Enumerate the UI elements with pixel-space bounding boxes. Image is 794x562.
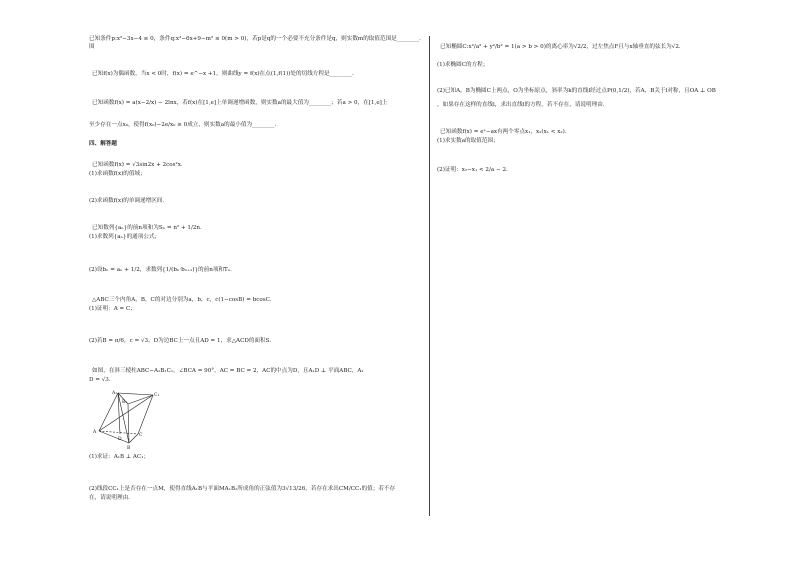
- problem-3-part-2: (2)若B = π/6，c = √3，D为边BC上一点且AD = 1，求△ACD的面积S.: [89, 338, 272, 344]
- problem-2-part-1: (1)求数列{aₙ}的通项公式；: [89, 234, 161, 240]
- problem-4-part-2: (2)线段CC₁上是否存在一点M，使得直线A₁B与平面MA₁B₁所成角的正弦值为3√13/26，若存在求出CM/CC₁的值；若不存: [89, 486, 396, 492]
- label-d: D: [118, 437, 122, 442]
- problem-4: 如图，在斜三棱柱ABC−A₁B₁C₁，∠BCA = 90°，AC = BC = 2，AC的中点为D，且A₁D ⊥ 平面ABC，A₁: [92, 368, 364, 374]
- problem-5-part-2: (2)已知A，B为椭圆C上两点，O为坐标原点，斜率为k的直线l经过点P(0,1/2)，若A，B关于l对称，且OA ⊥ OB: [437, 88, 716, 94]
- problem-5-part-1: (1)求椭圆C的方程；: [437, 62, 489, 68]
- problem-2-part-2: (2)设bₙ = aₙ + 1/2，求数列{1/(bₙ·bₙ₊₁)}的前n项和Tₙ.: [89, 267, 232, 273]
- problem-4-cont: D = √3.: [89, 377, 111, 383]
- problem-2: 已知数列{aₙ}的前n项和为Sₙ = n² + 1/2n.: [92, 225, 202, 231]
- fill-question-1: 已知条件p:x²−3x−4 ≤ 0，条件q:x²−6x+9−m² ≤ 0(m > 0)，若p是q的一个必要不充分条件是q，则实数m的取值范围是________.: [89, 36, 421, 42]
- section-heading: 四、解答题: [89, 141, 117, 147]
- label-b: B: [127, 446, 131, 451]
- problem-1-part-2: (2)求函数f(x)的单调递增区间.: [89, 198, 165, 204]
- problem-6-part-2: (2)证明：x₂−x₁ < 2/a − 2.: [437, 167, 508, 173]
- fill-question-2: 已知f(x)为偶函数，当x < 0时，f(x) = e^−x +1，则曲线y = f(x)在点(1,f(1))处的切线方程是________.: [92, 71, 354, 77]
- problem-3: △ABC三个内角A，B，C的对边分别为a，b，c，c(1−cosB) = bcosC.: [92, 297, 272, 303]
- problem-4-part-1: (1)求证：A₁B ⊥ AC₁；: [89, 454, 150, 460]
- prism-figure: [92, 390, 174, 452]
- fill-question-3-line-2: 至少存在一点x₀，使得f(x₀)−2e/x₀ ≥ 0成立，则实数a的最小值为________.: [89, 122, 277, 128]
- label-c1: C₁: [154, 393, 160, 398]
- problem-4-part-2-cont: 在，请说明理由.: [89, 495, 130, 501]
- label-a: A: [93, 430, 97, 435]
- label-c: C: [139, 433, 143, 438]
- problem-1-part-1: (1)求函数f(x)的值域；: [89, 171, 146, 177]
- problem-1: 已知函数f(x) = √3sin2x + 2cos²x.: [92, 162, 183, 168]
- fill-question-3-line-1: 已知函数f(x) = a(x−2/x) − 2lnx，若f(x)在[1,e]上单调递增函数，则实数a的最大值为________；若a > 0，在[1,e]上: [92, 100, 388, 106]
- problem-6: 已知函数f(x) = eˣ−ax有两个零点x₁，x₂(x₁ < x₂).: [440, 129, 567, 135]
- column-divider: [429, 36, 430, 516]
- fill-question-1-tail: 围: [89, 44, 95, 50]
- problem-5: 已知椭圆C:x²/a² + y²/b² = 1(a > b > 0)的离心率为√2/2，过左焦点F且与x轴垂直的弦长为√2.: [440, 44, 681, 50]
- label-b1: B₁: [122, 400, 128, 405]
- problem-3-part-1: (1)证明：A = C；: [89, 306, 136, 312]
- label-a1: A₁: [112, 391, 118, 396]
- problem-5-part-2-cont: ，如果存在这样的直线l，求出直线l的方程，若不存在，请说明理由.: [437, 102, 605, 108]
- problem-6-part-1: (1)求实数a的取值范围；: [437, 138, 499, 144]
